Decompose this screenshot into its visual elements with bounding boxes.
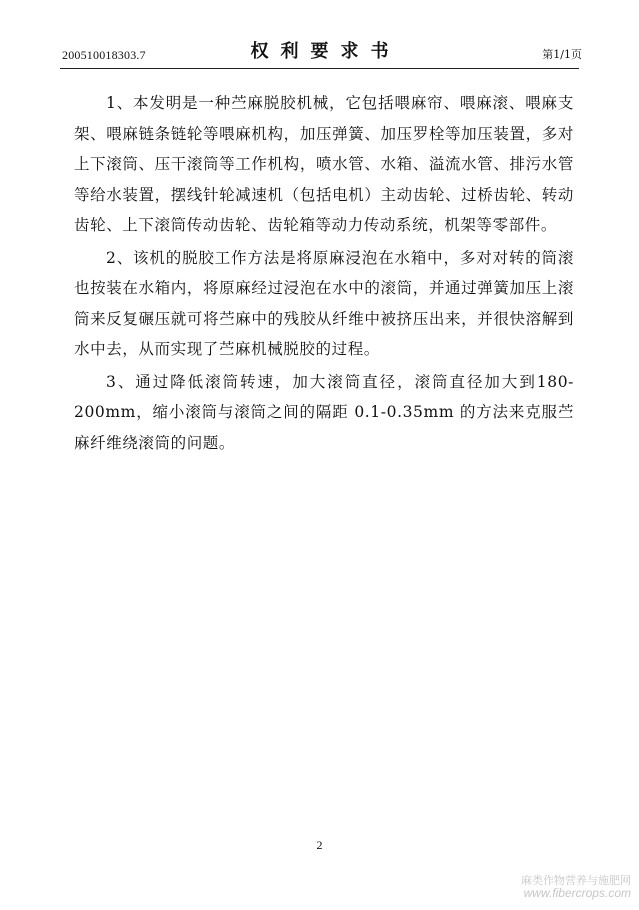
claim-1: 1、本发明是一种苎麻脱胶机械，它包括喂麻帘、喂麻滚、喂麻支架、喂麻链条链轮等喂麻机构，加压弹簧、加压罗栓等加压装置，多对上下滚筒、压干滚筒等工作机构，喷水管、水箱、溢流水管、排污水管等给水装置，摆线针轮减速机（包括电机）主动齿轮、过桥齿轮、转动齿轮、上下滚筒传动齿轮、齿轮箱等动力传动系统，机架等零部件。	[74, 94, 574, 234]
claim-3: 3、通过降低滚筒转速，加大滚筒直径，滚筒直径加大到180-200mm，缩小滚筒与滚筒之间的隔距 0.1-0.35mm 的方法来克服苎麻纤维绕滚筒的问题。	[74, 372, 574, 452]
watermark-site-name: 麻类作物营养与施肥网	[521, 874, 631, 887]
claim-2: 2、该机的脱胶工作方法是将原麻浸泡在水箱中，多对对转的筒滚也按装在水箱内，将原麻经过浸泡在水中的滚筒，并通过弹簧加压上滚筒来反复碾压就可将苎麻中的残胶从纤维中被挤压出来，并很快溶解到水中去，从而实现了苎麻机械脱胶的过程。	[74, 248, 574, 358]
document-title: 权利要求书	[250, 41, 401, 62]
page-number: 2	[316, 838, 323, 852]
watermark-site-url: www.fibercrops.com	[523, 886, 631, 900]
claims-body	[74, 88, 574, 460]
application-number: 200510018303.7	[62, 48, 146, 62]
page-header	[0, 0, 639, 80]
header-divider	[60, 68, 579, 69]
watermark	[521, 874, 631, 900]
page-indicator: 第1/1页	[542, 48, 582, 61]
